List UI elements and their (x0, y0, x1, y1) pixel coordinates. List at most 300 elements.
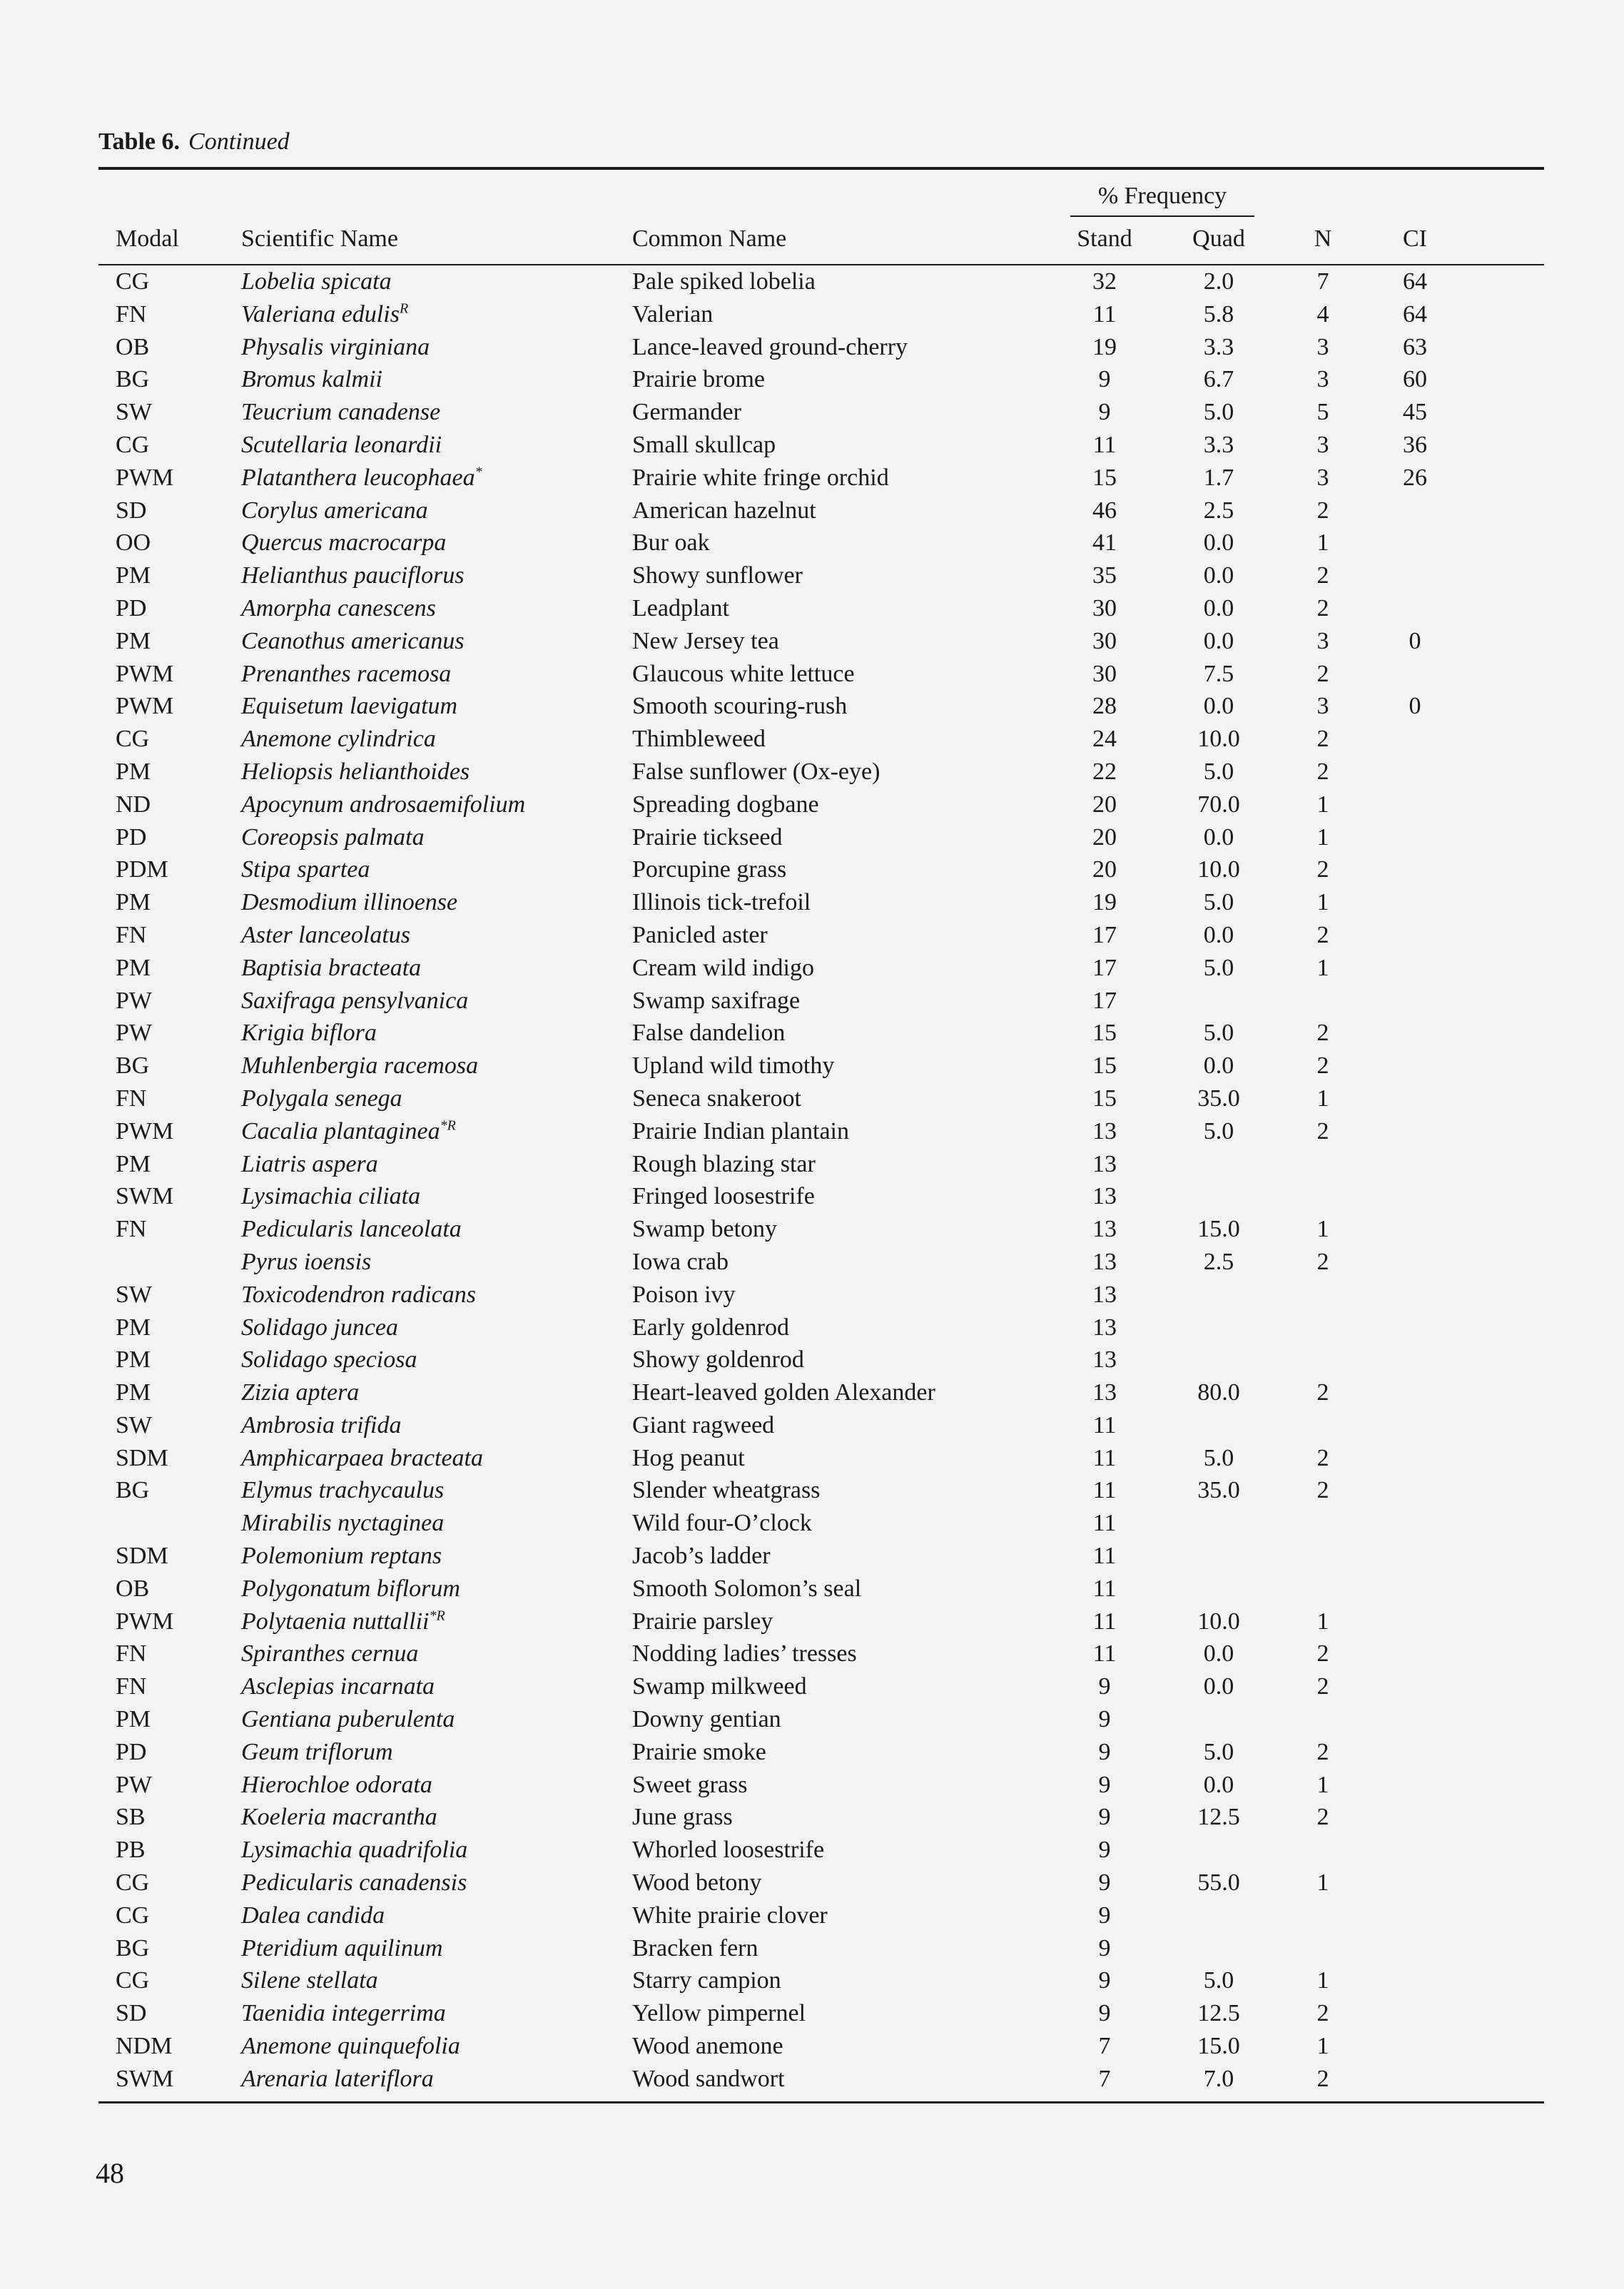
table-continued: Continued (188, 128, 290, 155)
table-row (98, 1964, 1544, 1997)
table-row (98, 1867, 1544, 1899)
scientific-name-text: Lobelia spicata (241, 268, 392, 295)
n-cell: 1 (1316, 1608, 1329, 1635)
n-cell: 2 (1316, 726, 1329, 753)
n-cell: 3 (1316, 464, 1329, 491)
table-row (98, 331, 1544, 364)
table-row (98, 396, 1544, 429)
modal-cell: SD (116, 497, 147, 524)
stand-cell: 15 (1092, 464, 1117, 491)
scientific-name-text: Pedicularis canadensis (241, 1869, 467, 1897)
scientific-name-text: Polemonium reptans (241, 1543, 442, 1570)
table-row (98, 592, 1544, 625)
common-name-cell: Showy sunflower (632, 562, 803, 589)
common-name-cell: Porcupine grass (632, 856, 787, 883)
modal-cell: FN (116, 1085, 147, 1112)
scientific-name-text: Solidago juncea (241, 1314, 399, 1341)
stand-cell: 17 (1092, 921, 1117, 948)
scientific-name-text: Helianthus pauciflorus (241, 562, 465, 589)
stand-cell: 9 (1098, 2000, 1111, 2027)
top-rule (98, 167, 1544, 170)
quad-cell: 0.0 (1203, 1052, 1234, 1080)
table-row (98, 1540, 1544, 1573)
quad-cell: 10.0 (1197, 726, 1240, 753)
modal-cell: PW (116, 1020, 152, 1047)
table-row (98, 2063, 1544, 2096)
quad-cell: 7.5 (1203, 660, 1234, 687)
table-row (98, 1997, 1544, 2030)
modal-cell: PB (116, 1837, 146, 1864)
quad-cell: 35.0 (1197, 1085, 1240, 1112)
quad-cell: 3.3 (1203, 431, 1234, 458)
common-name-cell: Poison ivy (632, 1281, 736, 1308)
quad-cell: 5.0 (1203, 399, 1234, 426)
scientific-name-text: Equisetum laevigatum (241, 693, 458, 720)
scientific-name-text: Physalis virginiana (241, 333, 430, 360)
scientific-name-text: Lysimachia ciliata (241, 1183, 421, 1210)
ci-cell: 0 (1409, 627, 1421, 654)
ci-cell: 0 (1409, 693, 1421, 720)
table-row (98, 1834, 1544, 1867)
modal-cell: FN (116, 1640, 147, 1668)
scientific-name-cell (241, 1213, 462, 1246)
n-cell: 2 (1316, 1248, 1329, 1275)
common-name-cell: Germander (632, 399, 741, 426)
scientific-name-cell (241, 429, 442, 462)
quad-cell: 7.0 (1203, 2065, 1234, 2092)
stand-cell: 13 (1092, 1281, 1117, 1308)
stand-cell: 9 (1098, 1771, 1111, 1798)
quad-cell: 3.3 (1203, 333, 1234, 360)
status-superscript: R (399, 300, 409, 317)
common-name-cell: Lance-leaved ground-cherry (632, 333, 908, 360)
table-row (98, 1801, 1544, 1834)
scientific-name-text: Polytaenia nuttallii (241, 1608, 430, 1635)
quad-cell: 0.0 (1203, 1673, 1234, 1700)
stand-cell: 9 (1098, 1902, 1111, 1929)
scientific-name-cell (241, 1311, 398, 1344)
ci-cell: 64 (1403, 300, 1427, 328)
common-name-cell: Bur oak (632, 529, 710, 557)
modal-cell: ND (116, 791, 151, 818)
scientific-name-cell (241, 494, 428, 527)
table-row (98, 1573, 1544, 1605)
stand-cell: 11 (1092, 300, 1117, 328)
modal-cell: BG (116, 1052, 150, 1080)
common-name-cell: Smooth scouring-rush (632, 693, 848, 720)
scientific-name-cell (241, 952, 421, 985)
stand-cell: 20 (1092, 856, 1117, 883)
modal-cell: PD (116, 823, 147, 851)
common-name-cell: Prairie parsley (632, 1608, 773, 1635)
n-cell: 3 (1316, 627, 1329, 654)
stand-cell: 17 (1092, 954, 1117, 981)
modal-cell: FN (116, 1216, 147, 1243)
header-common-name: Common Name (632, 225, 787, 252)
table-row (98, 1082, 1544, 1115)
n-cell: 7 (1316, 268, 1329, 295)
n-cell: 2 (1316, 497, 1329, 524)
quad-cell: 0.0 (1203, 693, 1234, 720)
quad-cell: 10.0 (1197, 856, 1240, 883)
modal-cell: SDM (116, 1444, 168, 1471)
modal-cell: PM (116, 889, 151, 916)
n-cell: 2 (1316, 1804, 1329, 1831)
frequency-rule (1070, 215, 1254, 217)
modal-cell: PWM (116, 1117, 174, 1144)
stand-cell: 9 (1098, 1673, 1111, 1700)
scientific-name-cell (241, 1605, 445, 1638)
quad-cell: 0.0 (1203, 823, 1234, 851)
scientific-name-cell (241, 886, 457, 919)
common-name-cell: Wood anemone (632, 2033, 783, 2060)
common-name-cell: Swamp betony (632, 1216, 778, 1243)
stand-cell: 11 (1092, 1444, 1117, 1471)
table-title (98, 128, 290, 156)
common-name-cell: Downy gentian (632, 1706, 781, 1733)
header-modal: Modal (116, 225, 179, 252)
table-row (98, 1507, 1544, 1540)
modal-cell: PM (116, 758, 151, 785)
status-superscript: *R (429, 1608, 445, 1624)
table-row (98, 1474, 1544, 1507)
quad-cell: 12.5 (1197, 2000, 1240, 2027)
table-row (98, 1344, 1544, 1376)
scientific-name-cell (241, 265, 392, 298)
n-cell: 2 (1316, 1640, 1329, 1668)
stand-cell: 13 (1092, 1183, 1117, 1210)
modal-cell: FN (116, 921, 147, 948)
quad-cell: 2.0 (1203, 268, 1234, 295)
scientific-name-text: Desmodium illinoense (241, 889, 458, 916)
quad-cell: 5.0 (1203, 758, 1234, 785)
stand-cell: 9 (1098, 1934, 1111, 1961)
n-cell: 1 (1316, 2033, 1329, 2060)
modal-cell: PM (116, 1706, 151, 1733)
scientific-name-text: Geum triflorum (241, 1738, 393, 1765)
n-cell: 2 (1316, 856, 1329, 883)
quad-cell: 0.0 (1203, 1640, 1234, 1668)
n-cell: 3 (1316, 431, 1329, 458)
quad-cell: 0.0 (1203, 627, 1234, 654)
stand-cell: 11 (1092, 1640, 1117, 1668)
table-row (98, 1311, 1544, 1344)
table-row (98, 853, 1544, 886)
table-row (98, 1115, 1544, 1148)
quad-cell: 6.7 (1203, 366, 1234, 393)
modal-cell: SW (116, 1281, 152, 1308)
n-cell: 2 (1316, 1673, 1329, 1700)
stand-cell: 15 (1092, 1052, 1117, 1080)
n-cell: 2 (1316, 2000, 1329, 2027)
common-name-cell: White prairie clover (632, 1902, 828, 1929)
n-cell: 2 (1316, 1477, 1329, 1504)
common-name-cell: Pale spiked lobelia (632, 268, 816, 295)
stand-cell: 30 (1092, 660, 1117, 687)
common-name-cell: Seneca snakeroot (632, 1085, 801, 1112)
common-name-cell: Iowa crab (632, 1248, 729, 1275)
n-cell: 2 (1316, 921, 1329, 948)
scientific-name-cell (241, 1279, 476, 1311)
quad-cell: 5.0 (1203, 1738, 1234, 1765)
table-row (98, 1703, 1544, 1736)
common-name-cell: False dandelion (632, 1020, 786, 1047)
stand-cell: 30 (1092, 627, 1117, 654)
ci-cell: 36 (1403, 431, 1427, 458)
stand-cell: 15 (1092, 1020, 1117, 1047)
header-quad: Quad (1192, 225, 1245, 252)
n-cell: 2 (1316, 1738, 1329, 1765)
scientific-name-text: Ambrosia trifida (241, 1411, 402, 1438)
modal-cell: BG (116, 1477, 150, 1504)
table-row (98, 952, 1544, 985)
stand-cell: 32 (1092, 268, 1117, 295)
stand-cell: 11 (1092, 1411, 1117, 1438)
stand-cell: 11 (1092, 1543, 1117, 1570)
scientific-name-text: Hierochloe odorata (241, 1771, 432, 1798)
scientific-name-text: Amorpha canescens (241, 594, 436, 621)
modal-cell: FN (116, 1673, 147, 1700)
quad-cell: 0.0 (1203, 529, 1234, 557)
quad-cell: 70.0 (1197, 791, 1240, 818)
common-name-cell: Upland wild timothy (632, 1052, 835, 1080)
stand-cell: 9 (1098, 1804, 1111, 1831)
stand-cell: 13 (1092, 1379, 1117, 1406)
modal-cell: PW (116, 1771, 152, 1798)
common-name-cell: Wood sandwort (632, 2065, 785, 2092)
scientific-name-cell (241, 1801, 437, 1834)
common-name-cell: Illinois tick-trefoil (632, 889, 811, 916)
n-cell: 2 (1316, 660, 1329, 687)
modal-cell: SWM (116, 1183, 174, 1210)
scientific-name-cell (241, 1148, 378, 1181)
scientific-name-text: Bromus kalmii (241, 366, 383, 393)
scientific-name-text: Mirabilis nyctaginea (241, 1510, 445, 1537)
modal-cell: PD (116, 1738, 147, 1765)
scientific-name-cell (241, 1115, 456, 1148)
table-row (98, 690, 1544, 723)
scientific-name-text: Lysimachia quadrifolia (241, 1837, 468, 1864)
table-row (98, 1932, 1544, 1965)
common-name-cell: Swamp saxifrage (632, 987, 801, 1014)
stand-cell: 24 (1092, 726, 1117, 753)
scientific-name-cell (241, 1507, 444, 1540)
table-row (98, 462, 1544, 494)
common-name-cell: New Jersey tea (632, 627, 779, 654)
quad-cell: 0.0 (1203, 1771, 1234, 1798)
modal-cell: CG (116, 1869, 150, 1897)
status-superscript: * (474, 464, 482, 480)
scientific-name-text: Baptisia bracteata (241, 954, 422, 981)
modal-cell: CG (116, 1967, 150, 1994)
n-cell: 3 (1316, 333, 1329, 360)
scientific-name-cell (241, 1964, 378, 1997)
scientific-name-cell (241, 1474, 444, 1507)
table-row (98, 658, 1544, 691)
common-name-cell: Sweet grass (632, 1771, 748, 1798)
stand-cell: 41 (1092, 529, 1117, 557)
table-row (98, 985, 1544, 1017)
stand-cell: 35 (1092, 562, 1117, 589)
n-cell: 4 (1316, 300, 1329, 328)
table-row (98, 363, 1544, 396)
stand-cell: 15 (1092, 1085, 1117, 1112)
quad-cell: 15.0 (1197, 2033, 1240, 2060)
scientific-name-text: Anemone quinquefolia (241, 2033, 460, 2060)
ci-cell: 60 (1403, 366, 1427, 393)
scientific-name-cell (241, 1573, 460, 1605)
n-cell: 3 (1316, 366, 1329, 393)
header-scientific-name: Scientific Name (241, 225, 398, 252)
table-row (98, 919, 1544, 952)
table-row (98, 1638, 1544, 1670)
ci-cell: 64 (1403, 268, 1427, 295)
scientific-name-cell (241, 625, 465, 658)
scientific-name-cell (241, 919, 410, 952)
scientific-name-cell (241, 853, 370, 886)
common-name-cell: Small skullcap (632, 431, 776, 458)
modal-cell: PWM (116, 660, 174, 687)
quad-cell: 1.7 (1203, 464, 1234, 491)
modal-cell: PM (116, 1346, 151, 1374)
stand-cell: 9 (1098, 1706, 1111, 1733)
n-cell: 5 (1316, 399, 1329, 426)
common-name-cell: Slender wheatgrass (632, 1477, 821, 1504)
table-row (98, 527, 1544, 559)
quad-cell: 5.0 (1203, 954, 1234, 981)
common-name-cell: Giant ragweed (632, 1411, 775, 1438)
stand-cell: 28 (1092, 693, 1117, 720)
ci-cell: 63 (1403, 333, 1427, 360)
stand-cell: 22 (1092, 758, 1117, 785)
table-row (98, 1246, 1544, 1279)
scientific-name-cell (241, 1736, 393, 1769)
scientific-name-text: Cacalia plantaginea (241, 1117, 440, 1144)
table-row (98, 756, 1544, 788)
scientific-name-text: Liatris aspera (241, 1150, 378, 1177)
quad-cell: 35.0 (1197, 1477, 1240, 1504)
table-row (98, 298, 1544, 331)
scientific-name-text: Heliopsis helianthoides (241, 758, 470, 785)
table-row (98, 788, 1544, 821)
scientific-name-cell (241, 658, 451, 691)
common-name-cell: Glaucous white lettuce (632, 660, 855, 687)
n-cell: 1 (1316, 1967, 1329, 1994)
scientific-name-cell (241, 1769, 432, 1802)
table-row (98, 821, 1544, 854)
scientific-name-text: Zizia aptera (241, 1379, 360, 1406)
scientific-name-text: Aster lanceolatus (241, 921, 411, 948)
stand-cell: 13 (1092, 1314, 1117, 1341)
ci-cell: 45 (1403, 399, 1427, 426)
modal-cell: BG (116, 366, 150, 393)
common-name-cell: Yellow pimpernel (632, 2000, 806, 2027)
stand-cell: 30 (1092, 594, 1117, 621)
common-name-cell: Spreading dogbane (632, 791, 819, 818)
common-name-cell: False sunflower (Ox-eye) (632, 758, 880, 785)
modal-cell: PWM (116, 1608, 174, 1635)
scientific-name-text: Arenaria lateriflora (241, 2065, 434, 2092)
stand-cell: 7 (1098, 2065, 1111, 2092)
table-row (98, 494, 1544, 527)
status-superscript: *R (440, 1117, 456, 1134)
n-cell: 2 (1316, 562, 1329, 589)
modal-cell: NDM (116, 2033, 173, 2060)
stand-cell: 13 (1092, 1216, 1117, 1243)
n-cell: 1 (1316, 529, 1329, 557)
scientific-name-text: Anemone cylindrica (241, 726, 436, 753)
scientific-name-cell (241, 723, 436, 756)
common-name-cell: Prairie Indian plantain (632, 1117, 850, 1144)
common-name-cell: Heart-leaved golden Alexander (632, 1379, 935, 1406)
table-row (98, 723, 1544, 756)
page-number: 48 (96, 2157, 124, 2189)
common-name-cell: Thimbleweed (632, 726, 766, 753)
common-name-cell: Prairie tickseed (632, 823, 783, 851)
scientific-name-cell (241, 1867, 467, 1899)
common-name-cell: Cream wild indigo (632, 954, 814, 981)
scientific-name-text: Polygala senega (241, 1085, 402, 1112)
scientific-name-text: Muhlenbergia racemosa (241, 1052, 479, 1080)
scientific-name-cell (241, 1017, 377, 1050)
table-row (98, 1213, 1544, 1246)
quad-cell: 5.8 (1203, 300, 1234, 328)
common-name-cell: Showy goldenrod (632, 1346, 804, 1374)
n-cell: 2 (1316, 1117, 1329, 1144)
scientific-name-cell (241, 1082, 402, 1115)
table-row (98, 265, 1544, 298)
table-row (98, 1670, 1544, 1703)
scientific-name-text: Platanthera leucophaea (241, 464, 475, 491)
scientific-name-text: Solidago speciosa (241, 1346, 417, 1374)
scientific-name-cell (241, 559, 465, 592)
modal-cell: PDM (116, 856, 168, 883)
modal-cell: PW (116, 987, 152, 1014)
scientific-name-cell (241, 1376, 359, 1409)
modal-cell: PM (116, 1150, 151, 1177)
quad-cell: 55.0 (1197, 1869, 1240, 1897)
bottom-rule (98, 2101, 1544, 2103)
scientific-name-cell (241, 2063, 434, 2096)
common-name-cell: Nodding ladies’ tresses (632, 1640, 857, 1668)
table-row (98, 429, 1544, 462)
table-row (98, 1148, 1544, 1181)
n-cell: 1 (1316, 1216, 1329, 1243)
modal-cell: FN (116, 300, 147, 328)
table-row (98, 1605, 1544, 1638)
stand-cell: 11 (1092, 431, 1117, 458)
common-name-cell: Rough blazing star (632, 1150, 816, 1177)
scientific-name-text: Taenidia integerrima (241, 2000, 446, 2027)
modal-cell: SW (116, 399, 152, 426)
ci-cell: 26 (1403, 464, 1427, 491)
common-name-cell: Prairie brome (632, 366, 765, 393)
common-name-cell: Hog peanut (632, 1444, 745, 1471)
quad-cell: 5.0 (1203, 889, 1234, 916)
scientific-name-text: Asclepias incarnata (241, 1673, 435, 1700)
stand-cell: 19 (1092, 333, 1117, 360)
quad-cell: 12.5 (1197, 1804, 1240, 1831)
table-row (98, 1017, 1544, 1050)
stand-cell: 9 (1098, 399, 1111, 426)
stand-cell: 11 (1092, 1608, 1117, 1635)
modal-cell: PWM (116, 464, 174, 491)
stand-cell: 46 (1092, 497, 1117, 524)
quad-cell: 15.0 (1197, 1216, 1240, 1243)
stand-cell: 11 (1092, 1510, 1117, 1537)
stand-cell: 20 (1092, 791, 1117, 818)
common-name-cell: American hazelnut (632, 497, 816, 524)
